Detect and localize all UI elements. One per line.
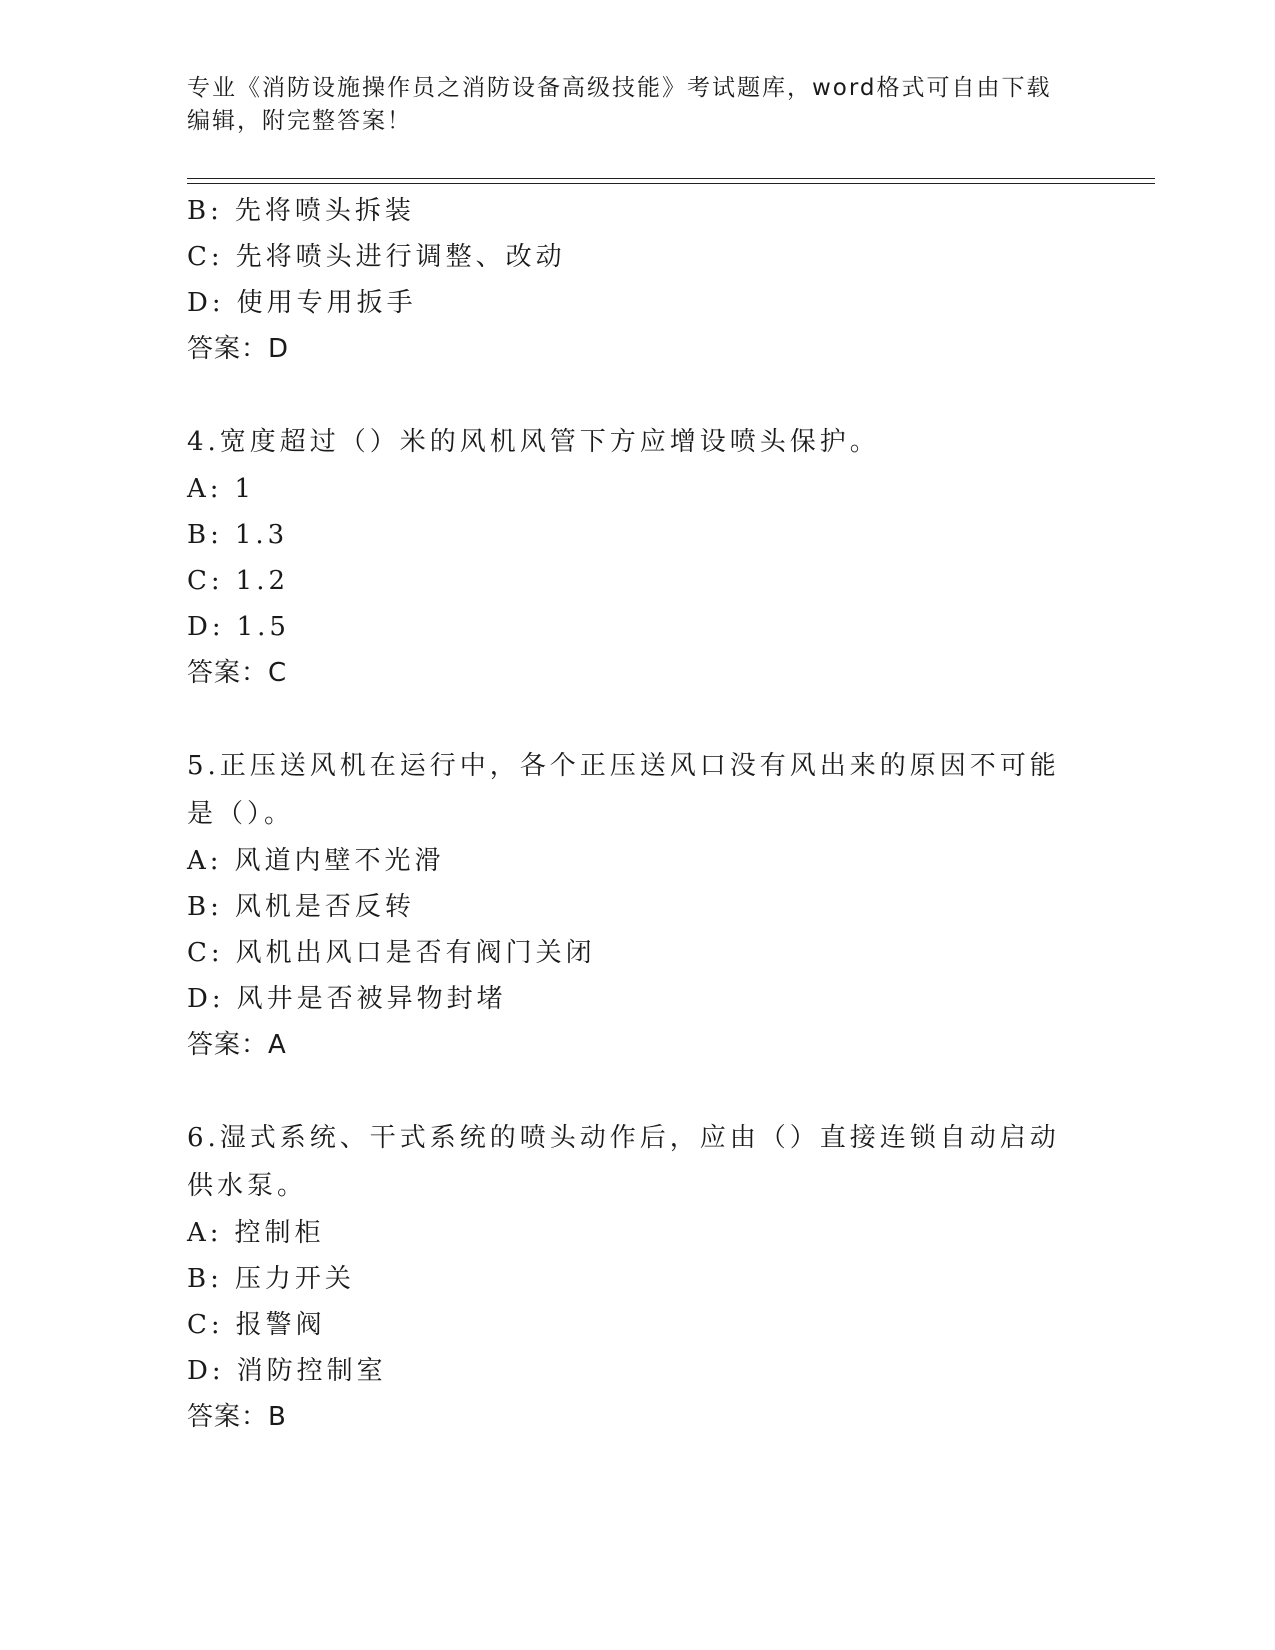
option-a: A: 控制柜	[187, 1218, 325, 1248]
option-b: B: 压力开关	[187, 1264, 355, 1294]
document-header: 专业《消防设施操作员之消防设备高级技能》考试题库，word格式可自由下载编辑，附完整答案！	[187, 75, 1052, 134]
question-stem: 5.正压送风机在运行中，各个正压送风口没有风出来的原因不可能是（）。	[187, 751, 1060, 829]
option-b: B: 风机是否反转	[187, 892, 415, 922]
answer-line: 答案：C	[187, 658, 288, 688]
option-d: D: 风井是否被异物封堵	[187, 984, 507, 1014]
answer-line: 答案：B	[187, 1402, 287, 1432]
option-d: D: 消防控制室	[187, 1356, 387, 1386]
option-c: C: 风机出风口是否有阀门关闭	[187, 938, 596, 968]
option-d: D: 1.5	[187, 612, 290, 642]
option-c: C: 先将喷头进行调整、改动	[187, 242, 566, 272]
question-stem: 6.湿式系统、干式系统的喷头动作后，应由（）直接连锁自动启动供水泵。	[187, 1123, 1060, 1201]
option-d: D: 使用专用扳手	[187, 288, 417, 318]
option-c: C: 报警阀	[187, 1310, 326, 1340]
option-c: C: 1.2	[187, 566, 290, 596]
header-rule-bottom	[187, 183, 1155, 184]
document-body	[187, 188, 1067, 1440]
answer-line: 答案：D	[187, 334, 290, 364]
answer-line: 答案：A	[187, 1030, 287, 1060]
option-b: B: 先将喷头拆装	[187, 196, 415, 226]
question-stem: 4.宽度超过（）米的风机风管下方应增设喷头保护。	[187, 427, 880, 457]
option-a: A: 风道内壁不光滑	[187, 846, 445, 876]
header-rule-top	[187, 178, 1155, 179]
option-b: B: 1.3	[187, 520, 289, 550]
option-a: A: 1	[187, 474, 256, 504]
